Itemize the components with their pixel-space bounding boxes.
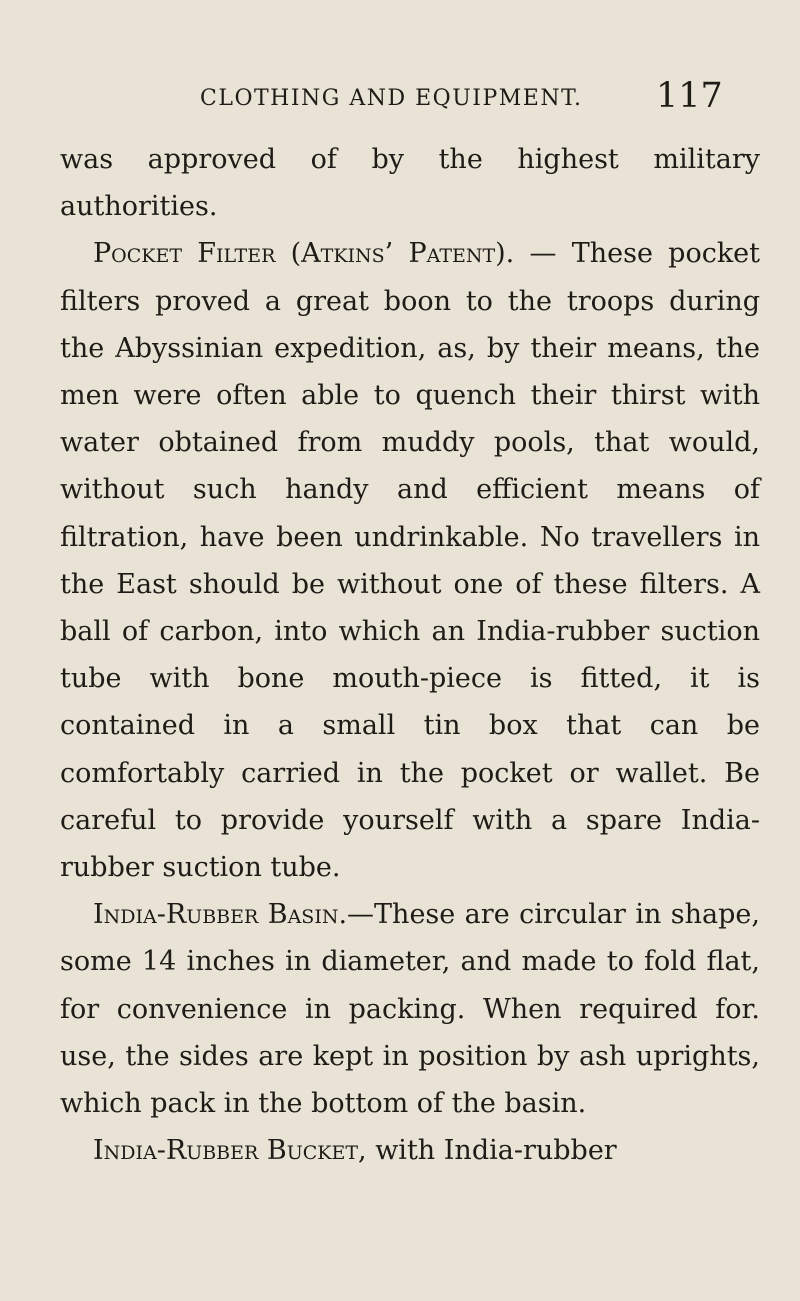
paragraph-india-rubber-bucket xyxy=(60,1127,760,1174)
page-number: 117 xyxy=(656,76,723,116)
paragraph-continued xyxy=(60,136,760,230)
paragraph-text: was approved of by the highest military authorities. xyxy=(60,144,760,223)
paragraph-india-rubber-basin xyxy=(60,891,760,1127)
entry-heading: Pocket Filter (Atkins’ Patent). xyxy=(93,238,515,270)
paragraph-text: with India-rubber xyxy=(366,1135,617,1167)
entry-heading: India-Rubber Basin. xyxy=(93,899,348,931)
running-head: CLOTHING AND EQUIPMENT. xyxy=(200,86,583,111)
paragraph-text: —These are circular in shape, some 14 inches in diameter, and made to fold flat, for convenience in packing. When required for. use, the sides are kept in position by ash uprights, which pack in the bottom of the basin. xyxy=(60,899,760,1120)
body-text xyxy=(60,136,760,1174)
paragraph-pocket-filter xyxy=(60,230,760,891)
paragraph-text: — These pocket filters proved a great boon to the troops during the Abyssinian expedition, as, by their means, the men were often able to quench their thirst with water obtained from muddy pools, that would, without such handy and efficient means of filtration, have been undrinkable. No travellers in the East should be without one of these filters. A ball of carbon, into which an India-rubber suction tube with bone mouth-piece is fitted, it is contained in a small tin box that can be comfortably carried in the pocket or wallet. Be careful to provide yourself with a spare India-rubber suction tube. xyxy=(60,238,761,884)
entry-heading: India-Rubber Bucket, xyxy=(93,1135,367,1167)
